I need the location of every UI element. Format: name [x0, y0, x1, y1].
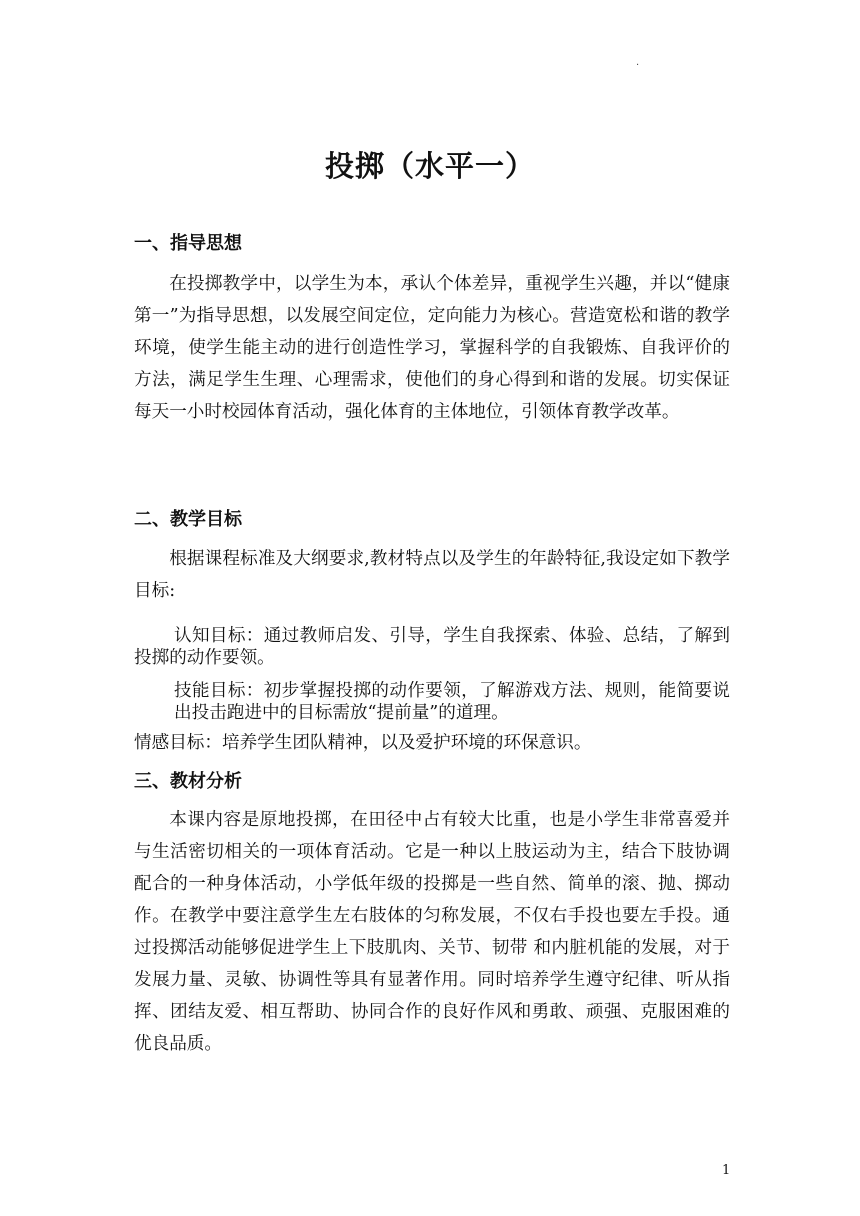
section-heading-teaching-goals: 二、教学目标	[134, 509, 242, 530]
corner-mark: .	[636, 57, 640, 68]
paragraph-cognitive-goal: 认知目标：通过教师启发、引导，学生自我探索、体验、总结，了解到投掷的动作要领。	[134, 626, 730, 668]
paragraph-emotional-goal: 情感目标：培养学生团队精神，以及爱护环境的环保意识。	[134, 733, 592, 753]
section-heading-material-analysis: 三、教材分析	[134, 771, 242, 792]
section-heading-guiding-thought: 一、指导思想	[134, 233, 242, 254]
page-title: 投掷（水平一）	[324, 149, 535, 183]
page-number: 1	[722, 1163, 731, 1178]
paragraph-skill-goal: 技能目标：初步掌握投掷的动作要领，了解游戏方法、规则，能简要说出投击跑进中的目标需放“提前量”的道理。	[174, 681, 730, 723]
paragraph-material-analysis: 本课内容是原地投掷，在田径中占有较大比重，也是小学生非常喜爱并与生活密切相关的一项体育活动。它是一种以上肢运动为主，结合下肢协调配合的一种身体活动，小学低年级的投掷是一些自然、简单的滚、抛、掷动作。在教学中要注意学生左右肢体的匀称发展，不仅右手投也要左手投。通过投掷活动能够促进学生上下肢肌肉、关节、韧带 和内脏机能的发展，对于发展力量、灵敏、协调性等具有显著作用。同时培养学生遵守纪律、听从指挥、团结友爱、相互帮助、协同合作的良好作风和勇敢、顽强、克服困难的优良品质。	[134, 810, 730, 1054]
paragraph-guiding-thought: 在投掷教学中，以学生为本，承认个体差异，重视学生兴趣，并以“健康第一”为指导思想，以发展空间定位，定向能力为核心。营造宽松和谐的教学环境，使学生能主动的进行创造性学习，掌握科学的自我锻炼、自我评价的方法，满足学生生理、心理需求，使他们的身心得到和谐的发展。切实保证每天一小时校园体育活动，强化体育的主体地位，引领体育教学改革。	[134, 274, 730, 422]
paragraph-goals-intro: 根据课程标准及大纲要求,教材特点以及学生的年龄特征,我设定如下教学目标:	[134, 549, 730, 601]
